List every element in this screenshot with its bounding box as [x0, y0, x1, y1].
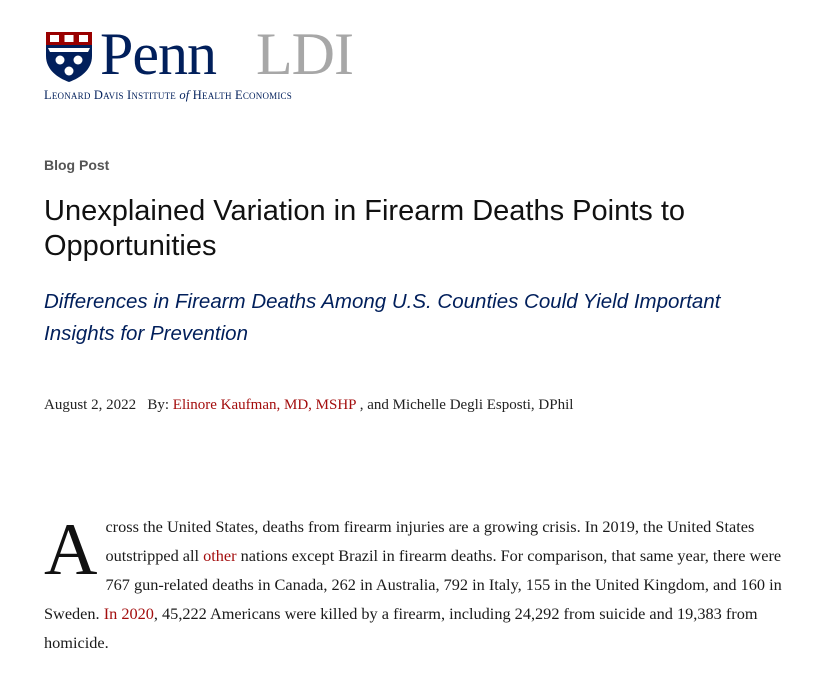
paragraph-text-3: , 45,222 Americans were killed by a firearm, including 24,292 from suicide and 19,383 from homicide.	[44, 604, 758, 652]
tagline-part-1: Leonard Davis Institute	[44, 88, 180, 102]
tagline-of: of	[179, 88, 190, 102]
logo-tagline	[44, 88, 292, 103]
drop-cap: A	[44, 509, 98, 591]
logo-ldi-text: LDI	[256, 21, 353, 87]
penn-shield-icon	[44, 30, 94, 84]
link-other[interactable]: other	[203, 546, 237, 565]
page-title: Unexplained Variation in Firearm Deaths Points to Opportunities	[44, 195, 686, 262]
tagline-part-2: Health Economics	[189, 88, 292, 102]
author-link-kaufman[interactable]: Elinore Kaufman, MD, MSHP	[172, 397, 356, 413]
by-label: By:	[147, 397, 170, 413]
author-rest: , and Michelle Degli Esposti, DPhil	[355, 397, 574, 413]
link-in-2020[interactable]: In 2020	[103, 604, 154, 623]
publish-date: August 2, 2022	[44, 397, 137, 413]
byline	[44, 397, 573, 414]
logo-penn-text: Penn	[100, 21, 216, 87]
article-paragraph	[44, 509, 790, 657]
paragraph-text-1: cross the United States, deaths from firearm injuries are a growing crisis. In 2019, the United States outstripped all	[105, 517, 755, 565]
post-type-label: Blog Post	[44, 157, 110, 173]
paragraph-text-2: nations except Brazil in firearm deaths. For comparison, that same year, there were 767 gun-related deaths in Canada, 262 in Australia, 792 in Italy, 155 in the United Kingdom, and 160 in Sweden.	[44, 546, 782, 623]
penn-ldi-logo[interactable]	[44, 21, 384, 108]
page-subtitle: Differences in Firearm Deaths Among U.S. Counties Could Yield Important Insights for Prevention	[44, 290, 721, 345]
